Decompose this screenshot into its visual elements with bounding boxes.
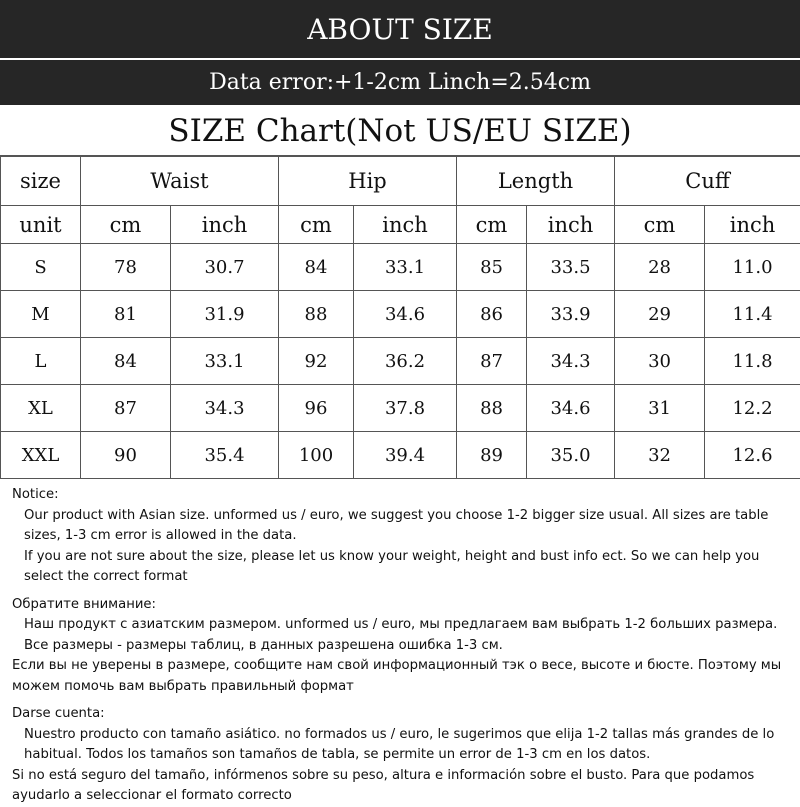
table-cell: 28 <box>615 244 705 291</box>
header-cuff: Cuff <box>615 157 800 206</box>
table-cell: 12.2 <box>705 385 800 432</box>
table-cell: 33.9 <box>527 291 615 338</box>
table-row <box>1 338 800 385</box>
about-size-banner <box>0 0 800 105</box>
size-label: XXL <box>1 432 81 479</box>
notice-es-paragraph: Nuestro producto con tamaño asiático. no formados us / euro, le sugerimos que elija 1-2 tallas más grandes de lo habitual. Todos los tamaños son tamaños de tabla, se permite un error de 1-3 cm en los datos. <box>12 725 788 766</box>
notice-ru-heading: Обратите внимание: <box>12 595 788 616</box>
table-cell: 30 <box>615 338 705 385</box>
unit-cell: cm <box>279 206 354 244</box>
header-row <box>1 157 800 206</box>
table-cell: 81 <box>81 291 171 338</box>
table-cell: 33.1 <box>171 338 279 385</box>
unit-cell: inch <box>527 206 615 244</box>
size-chart-title: SIZE Chart(Not US/EU SIZE) <box>0 105 800 156</box>
table-cell: 90 <box>81 432 171 479</box>
table-cell: 87 <box>81 385 171 432</box>
notice-en-paragraph: Our product with Asian size. unformed us / euro, we suggest you choose 1-2 bigger size usual. All sizes are table sizes, 1-3 cm error is allowed in the data. <box>12 506 788 547</box>
header-waist: Waist <box>81 157 279 206</box>
table-cell: 34.6 <box>354 291 457 338</box>
table-cell: 33.5 <box>527 244 615 291</box>
table-cell: 84 <box>279 244 354 291</box>
header-hip: Hip <box>279 157 457 206</box>
table-cell: 31.9 <box>171 291 279 338</box>
table-cell: 88 <box>457 385 527 432</box>
table-cell: 35.4 <box>171 432 279 479</box>
size-label: M <box>1 291 81 338</box>
size-label: S <box>1 244 81 291</box>
table-cell: 34.3 <box>527 338 615 385</box>
table-row <box>1 385 800 432</box>
notice-es-heading: Darse cuenta: <box>12 704 788 725</box>
data-error-note: Data error:+1-2cm Linch=2.54cm <box>0 60 800 105</box>
table-cell: 29 <box>615 291 705 338</box>
notice-en-paragraph: If you are not sure about the size, please let us know your weight, height and bust info ect. So we can help you select the correct format <box>12 547 788 588</box>
table-cell: 11.8 <box>705 338 800 385</box>
table-row <box>1 291 800 338</box>
table-cell: 84 <box>81 338 171 385</box>
header-size: size <box>1 157 81 206</box>
table-cell: 11.0 <box>705 244 800 291</box>
size-label: XL <box>1 385 81 432</box>
table-row <box>1 432 800 479</box>
table-cell: 85 <box>457 244 527 291</box>
unit-cell: inch <box>705 206 800 244</box>
table-cell: 31 <box>615 385 705 432</box>
notice-en-heading: Notice: <box>12 485 788 506</box>
table-cell: 86 <box>457 291 527 338</box>
table-cell: 12.6 <box>705 432 800 479</box>
notice-es-paragraph: Si no está seguro del tamaño, infórmenos sobre su peso, altura e información sobre el busto. Para que podamos ayudarlo a seleccionar el formato correcto <box>12 766 788 807</box>
table-cell: 78 <box>81 244 171 291</box>
size-label: L <box>1 338 81 385</box>
unit-cell: inch <box>354 206 457 244</box>
table-cell: 33.1 <box>354 244 457 291</box>
unit-cell: cm <box>457 206 527 244</box>
table-cell: 11.4 <box>705 291 800 338</box>
table-cell: 88 <box>279 291 354 338</box>
size-table <box>0 156 800 479</box>
table-cell: 34.3 <box>171 385 279 432</box>
table-cell: 36.2 <box>354 338 457 385</box>
table-row <box>1 244 800 291</box>
table-cell: 96 <box>279 385 354 432</box>
table-cell: 35.0 <box>527 432 615 479</box>
table-cell: 92 <box>279 338 354 385</box>
banner-title: ABOUT SIZE <box>0 0 800 60</box>
unit-row <box>1 206 800 244</box>
unit-cell: inch <box>171 206 279 244</box>
header-length: Length <box>457 157 615 206</box>
table-cell: 89 <box>457 432 527 479</box>
notice-ru-paragraph: Если вы не уверены в размере, сообщите нам свой информационный тэк о весе, высоте и бюсте. Поэтому мы можем помочь вам выбрать правильный формат <box>12 656 788 697</box>
table-cell: 34.6 <box>527 385 615 432</box>
table-cell: 39.4 <box>354 432 457 479</box>
unit-cell: unit <box>1 206 81 244</box>
unit-cell: cm <box>81 206 171 244</box>
unit-cell: cm <box>615 206 705 244</box>
table-cell: 32 <box>615 432 705 479</box>
table-cell: 87 <box>457 338 527 385</box>
table-cell: 37.8 <box>354 385 457 432</box>
notice-section <box>0 479 800 807</box>
table-cell: 30.7 <box>171 244 279 291</box>
notice-ru-paragraph: Наш продукт с азиатским размером. unformed us / euro, мы предлагаем вам выбрать 1-2 больших размера. Все размеры - размеры таблиц, в данных разрешена ошибка 1-3 см. <box>12 615 788 656</box>
table-cell: 100 <box>279 432 354 479</box>
